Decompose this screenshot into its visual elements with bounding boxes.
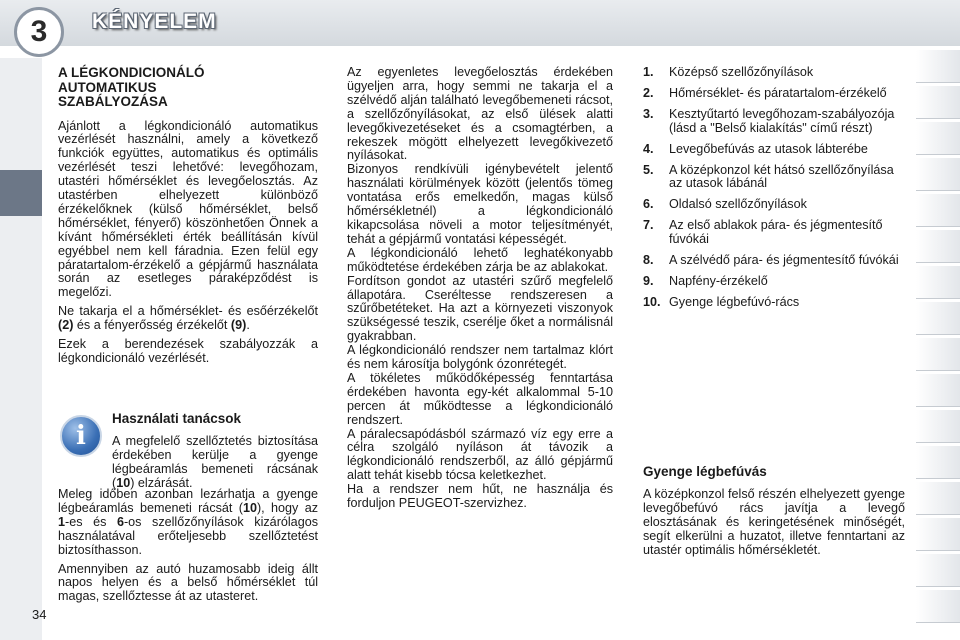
chapter-tab[interactable] [916, 410, 960, 443]
list-item-text: Hőmérséklet- és páratartalom-érzékelő [669, 85, 887, 100]
tips-ref: 6 [116, 514, 124, 529]
chapter-tab[interactable] [916, 590, 960, 623]
sensor-ref: (2) [58, 318, 74, 333]
list-item-number: 5. [643, 162, 654, 177]
tips-text: -os szellőzőnyílások kizárólagos használatával erőteljesebb szellőztetést biztosíthasson. [58, 514, 318, 557]
chapter-tab[interactable] [916, 482, 960, 515]
list-item-number: 4. [643, 141, 654, 156]
vent-list [643, 66, 905, 310]
tips-box [112, 412, 318, 496]
chapter-tab[interactable] [916, 302, 960, 335]
chapter-title: KÉNYELEM [92, 10, 217, 33]
list-item [643, 143, 905, 157]
tips-text: A megfelelő szellőztetés biztosítása érdekében kerülje a gyenge légbeáramlás bemeneti rácsának ( [112, 433, 318, 490]
body-paragraph: Fordítson gondot az utastéri szűrő megfelelő állapotára. Cseréltesse rendszeresen a szűrőbetéteket. Ha azt a környezeti viszonyok szükségessé teszik, cserélje őket a normálisnál gyakrabban. [347, 273, 613, 344]
gyenge-title: Gyenge légbefúvás [643, 464, 767, 479]
sensor-warning-text: és a fényerősség érzékelőt [73, 318, 231, 333]
gyenge-paragraph: A középkonzol felső részén elhelyezett gyenge levegőbefúvó rács javítja a levegő elosztásának és keringetésének minőségét, segít elkerülni a huzatot, illetve fenntartani az utastér optimális hőmérsékletét. [643, 486, 905, 557]
list-item-number: 1. [643, 65, 654, 79]
sensor-warning [58, 305, 318, 333]
body-paragraph: Ha a rendszer nem hűt, ne használja és forduljon PEUGEOT-szervizhez. [347, 482, 613, 511]
list-item-text: Levegőbefúvás az utasok lábterébe [669, 141, 868, 156]
chapter-tab[interactable] [916, 266, 960, 299]
control-paragraph: Ezek a berendezések szabályozzák a légkondicionáló vezérlését. [58, 337, 318, 365]
sensor-warning-text: . [246, 318, 250, 333]
list-item [643, 164, 905, 192]
body-paragraph: A tökéletes működőképesség fenntartása érdekében havonta egy-két alkalommal 5-10 percen át működtesse a légkondicionáló rendszert. [347, 370, 613, 427]
list-item [643, 198, 905, 212]
body-paragraph: A légkondicionáló rendszer nem tartalmaz klórt és nem károsítja bolygónk ózonrétegét. [347, 343, 613, 372]
sensor-ref: (9) [230, 318, 247, 333]
list-item-text: Gyenge légbefúvó-rács [669, 294, 800, 309]
body-paragraph: Az egyenletes levegőelosztás érdekében ügyeljen arra, hogy semmi ne takarja el a szélvédő alján található levegőbemeneti rácsot, a szellőzőnyílásokat, az első ülések alatti levegőkivezetéseket és a csomagtérben, a rekeszek mögött elhelyezett levegőkivezető nyílásokat. [347, 65, 613, 163]
chapter-tab[interactable] [916, 122, 960, 155]
tips-text: Meleg időben azonban lezárhatja a gyenge légbeáramlás bemeneti rácsát ( [58, 487, 318, 515]
list-item-text: Középső szellőzőnyílások [669, 65, 814, 79]
page-number: 34 [32, 607, 47, 622]
list-item [643, 275, 905, 289]
chapter-tab[interactable] [916, 374, 960, 407]
info-icon: i [60, 415, 102, 457]
chapter-number: 3 [14, 7, 64, 57]
tips-text: -es és [65, 514, 117, 529]
list-item [643, 66, 905, 80]
chapter-tab[interactable] [916, 158, 960, 191]
tips-text: ), hogy az [256, 500, 318, 515]
list-item-text: Oldalsó szellőzőnyílások [669, 197, 807, 212]
body-paragraph: A páralecsapódásból származó víz egy erre a célra szolgáló nyíláson át távozik a légkondicionáló rendszerből, az álló gépjármű alatt tehát kisebb tócsa keletkezhet. [347, 426, 613, 483]
body-paragraph: Bizonyos rendkívüli igénybevételt jelentő használati körülmények között (jelentős tömeg vontatása erős emelkedőn, magas külső hőmérsékletnél) a légkondicionáló kikapcsolása növeli a motor teljesítményét, tehát a gépjármű vontatási képességét. [347, 162, 613, 246]
list-item-number: 8. [643, 253, 654, 268]
list-item-text: Napfény-érzékelő [669, 273, 768, 288]
list-item [643, 87, 905, 101]
tips-title: Használati tanácsok [112, 411, 242, 426]
chapter-tab[interactable] [916, 446, 960, 479]
list-item [643, 219, 905, 247]
tips-continued [58, 488, 318, 604]
list-item-number: 3. [643, 106, 654, 121]
list-item [643, 254, 905, 268]
body-paragraph: A légkondicionáló lehető leghatékonyabb működtetése érdekében zárja be az ablakokat. [347, 245, 613, 274]
tips-paragraph [112, 435, 318, 491]
tips-ref: 10 [242, 500, 257, 515]
chapter-tab[interactable] [916, 50, 960, 83]
list-item-text: A középkonzol két hátsó szellőzőnyílása az utasok lábánál [669, 162, 894, 191]
tips-paragraph [58, 488, 318, 558]
tips-ref: 10 [116, 475, 131, 490]
list-item-text: A szélvédő pára- és jégmentesítő fúvókái [669, 253, 899, 268]
list-item-text: Kesztyűtartó levegőhozam-szabályozója (lásd a "Belső kialakítás" című részt) [669, 106, 895, 135]
intro-paragraph: Ajánlott a légkondicionáló automatikus vezérlését használni, amely a következő funkciók együttes, automatikus és optimális vezérlését teszi lehetővé: levegőhozam, utastéri hőmérséklet és levegőelosztás. Az utastérben elhelyezett különböző érzékelőknek (külső hőmérséklet, belső hőmérséklet, fényerő) köszönhetően Önnek a kívánt hőmérsékleti érték beállításán kívül egyébbel nem kell fáradnia. Ezen felül egy páratartalom-érzékelő a gépjármű használata során az esetleges páraképződést is megelőzi. [58, 118, 318, 300]
chapter-tab[interactable] [916, 230, 960, 263]
sensor-warning-text: Ne takarja el a hőmérséklet- és esőérzékelőt [58, 304, 318, 319]
tips-paragraph: Amennyiben az autó huzamosabb ideig állt napos helyen és a belső hőmérséklet túl magas, szellőztesse át az utasteret. [58, 561, 318, 604]
gyenge-section [643, 465, 905, 557]
list-item-text: Az első ablakok pára- és jégmentesítő fúvókái [669, 218, 883, 247]
chapter-tab[interactable] [916, 338, 960, 371]
chapter-tab[interactable] [916, 194, 960, 227]
list-item-number: 2. [643, 85, 654, 100]
list-item-number: 10. [643, 294, 661, 309]
list-item [643, 296, 905, 310]
list-item [643, 108, 905, 136]
vent-legend [643, 66, 905, 317]
middle-column [347, 66, 613, 511]
tips-ref: 1 [58, 514, 66, 529]
list-item-number: 6. [643, 197, 654, 212]
chapter-tab[interactable] [916, 554, 960, 587]
tips-text: ) elzárását. [130, 475, 193, 490]
section-title: A LÉGKONDICIONÁLÓ AUTOMATIKUS SZABÁLYOZÁSA [58, 65, 205, 109]
left-margin-strip [0, 58, 42, 640]
active-chapter-tab[interactable] [0, 170, 42, 216]
left-column [58, 66, 318, 371]
chapter-tab[interactable] [916, 518, 960, 551]
list-item-number: 7. [643, 218, 654, 233]
chapter-tab[interactable] [916, 86, 960, 119]
list-item-number: 9. [643, 273, 654, 288]
